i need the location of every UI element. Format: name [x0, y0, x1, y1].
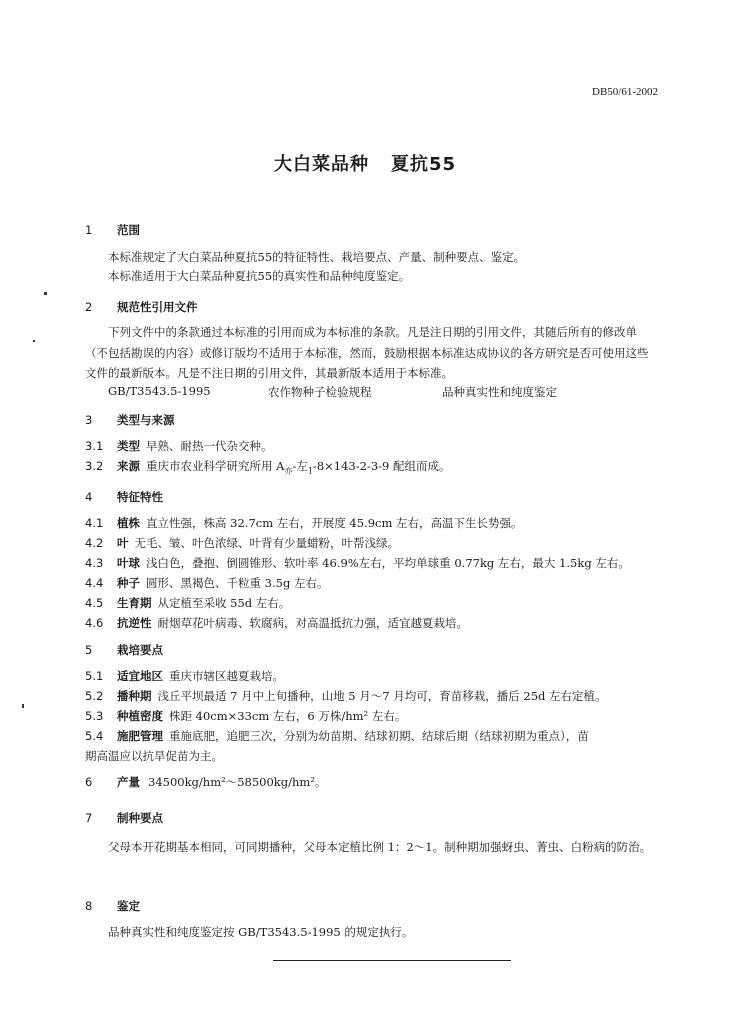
scan-speck — [22, 704, 24, 708]
seed-production-paragraph: 父母本开花期基本相同，可同期播种，父母本定植比例 1：2～1。制种期加强蚜虫、菁虫、白粉病的防治。 — [108, 840, 652, 854]
identification-text: 品种真实性和纯度鉴定按 GB/T3543.5-1995 的规定执行。 — [108, 925, 414, 939]
item-5-1: 5.1 适宜地区 重庆市辖区越夏栽培。 — [85, 669, 284, 683]
scope-line-2: 本标准适用于大白菜品种夏抗55的真实性和品种纯度鉴定。 — [108, 269, 411, 283]
scan-speck — [44, 292, 47, 295]
title-main: 大白菜品种 — [273, 154, 369, 175]
section-heading-normative-refs: 2 规范性引用文件 — [85, 300, 198, 314]
end-rule — [273, 960, 511, 961]
reference-code: GB/T3543.5-1995 — [108, 384, 211, 398]
item-4-1: 4.1 植株 直立性强，株高 32.7cm 左右，开展度 45.9cm 左右，高温下生长势强。 — [85, 516, 523, 530]
page-title — [0, 150, 730, 176]
section-heading-scope: 1 范围 — [85, 223, 140, 237]
reference-subtitle: 品种真实性和纯度鉴定 — [442, 385, 557, 399]
normative-refs-paragraph: 下列文件中的条款通过本标准的引用而成为本标准的条款。凡是注日期的引用文件，其随后所有的修改单（不包括勘误的内容）或修订版均不适用于本标准，然而，鼓励根据本标准达成协议的各方研究是否可使用这些文件的最新版本。凡是不注日期的引用文件，其最新版本适用于本标准。 — [85, 325, 649, 380]
item-3-2: 3.2 来源 重庆市农业科学研究所用 $A_亦-$左$_1$-8×143-2-3-9 配组而成。 — [85, 459, 451, 476]
title-variety: 夏抗55 — [390, 154, 457, 175]
section-heading-cultivation: 5 栽培要点 — [85, 643, 163, 657]
item-4-6: 4.6 抗逆性 耐烟草花叶病毒、软腐病，对高温抵抗力强，适宜越夏栽培。 — [85, 616, 468, 630]
scan-speck — [33, 340, 35, 342]
item-4-5: 4.5 生育期 从定植至采收 55d 左右。 — [85, 596, 291, 610]
section-heading-identification: 8 鉴定 — [85, 899, 140, 913]
item-5-4: 5.4 施肥管理 重施底肥，追肥三次，分别为幼苗期、结球初期、结球后期（结球初期为重点），苗 — [85, 729, 589, 743]
yield-value: 34500kg/hm²～58500kg/hm²。 — [148, 775, 327, 789]
section-heading-yield: 6 产量 34500kg/hm²～58500kg/hm²。 — [85, 775, 327, 789]
item-5-2: 5.2 播种期 浅丘平坝最适 7 月中上旬播种，山地 5 月～7 月均可，育苗移栽，播后 25d 左右定植。 — [85, 689, 607, 703]
item-3-1: 3.1 类型 早熟、耐热一代杂交种。 — [85, 439, 273, 453]
scope-line-1: 本标准规定了大白菜品种夏抗55的特征特性、栽培要点、产量、制种要点、鉴定。 — [108, 250, 526, 264]
item-5-3: 5.3 种植密度 株距 40cm×33cm 左右，6 万株/hm² 左右。 — [85, 709, 407, 723]
section-heading-type-source: 3 类型与来源 — [85, 413, 175, 427]
reference-title: 农作物种子检验规程 — [268, 385, 372, 399]
item-4-4: 4.4 种子 圆形、黑褐色、千粒重 3.5g 左右。 — [85, 576, 329, 590]
section-heading-characteristics: 4 特征特性 — [85, 490, 163, 504]
item-4-3: 4.3 叶球 浅白色，叠抱、倒圆锥形、软叶率 46.9%左右，平均单球重 0.77kg 左右，最大 1.5kg 左右。 — [85, 556, 630, 570]
section-heading-seed-production: 7 制种要点 — [85, 811, 163, 825]
item-4-2: 4.2 叶 无毛、皱、叶色浓绿、叶背有少量蜡粉，叶帮浅绿。 — [85, 536, 399, 550]
item-5-4-continued: 期高温应以抗旱促苗为主。 — [85, 749, 223, 763]
document-code: DB50/61-2002 — [592, 86, 658, 98]
